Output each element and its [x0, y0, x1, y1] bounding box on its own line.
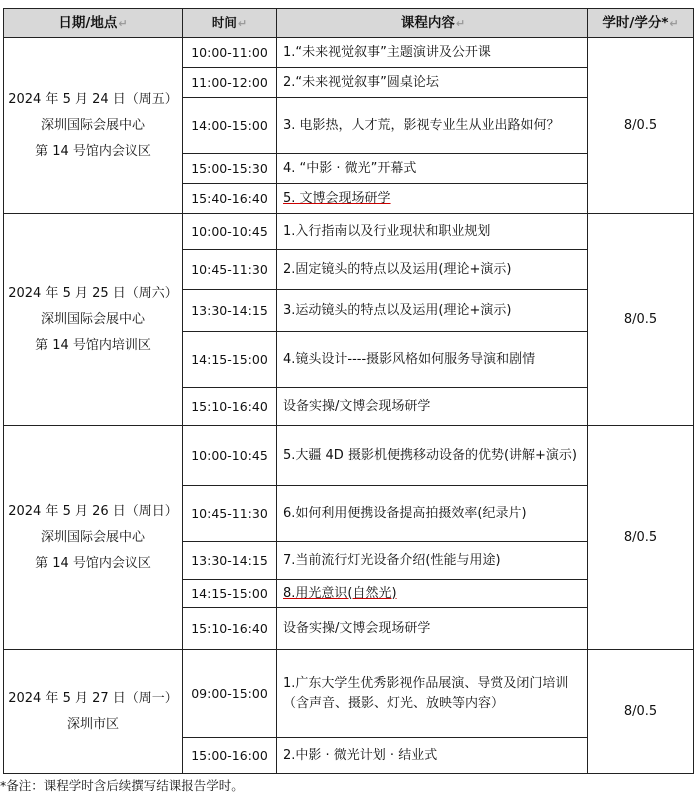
date-cell	[4, 426, 183, 650]
header-credit: 学时/学分*↵	[588, 9, 694, 38]
credit-cell: 8/0.5	[588, 650, 694, 774]
course-cell: 2.“未来视觉叙事”圆桌论坛	[277, 68, 588, 98]
date-text: 2024 年 5 月 24 日（周五）	[8, 91, 178, 107]
footnote: *备注：课程学时含后续撰写结课报告学时。	[0, 778, 244, 793]
time-cell: 15:10-16:40	[183, 388, 277, 426]
course-cell: 设备实操/文博会现场研学	[277, 608, 588, 650]
time-cell: 13:30-14:15	[183, 542, 277, 580]
course-cell: 1.“未来视觉叙事”主题演讲及公开课	[277, 38, 588, 68]
time-cell: 15:00-15:30	[183, 154, 277, 184]
date-cell	[4, 650, 183, 774]
credit-cell: 8/0.5	[588, 38, 694, 214]
room-text: 第 14 号馆内培训区	[35, 337, 151, 353]
venue-text: 深圳国际会展中心	[40, 117, 145, 133]
time-cell: 10:00-10:45	[183, 214, 277, 250]
header-row	[4, 9, 694, 38]
time-cell: 14:15-15:00	[183, 580, 277, 608]
course-cell: 7.当前流行灯光设备介绍(性能与用途)	[277, 542, 588, 580]
date-cell	[4, 38, 183, 214]
course-cell: 2.固定镜头的特点以及运用(理论+演示)	[277, 250, 588, 290]
header-time: 时间↵	[183, 9, 277, 38]
table-row	[4, 214, 694, 250]
course-cell: 4. “中影 · 微光”开幕式	[277, 154, 588, 184]
time-cell: 13:30-14:15	[183, 290, 277, 332]
venue-text: 深圳国际会展中心	[40, 529, 145, 545]
time-cell: 10:45-11:30	[183, 250, 277, 290]
course-cell: 设备实操/文博会现场研学	[277, 388, 588, 426]
room-text: 第 14 号馆内会议区	[35, 555, 151, 571]
time-cell: 14:15-15:00	[183, 332, 277, 388]
date-cell	[4, 214, 183, 426]
schedule-table	[3, 8, 694, 774]
venue-text: 深圳市区	[66, 716, 119, 732]
course-cell: 6.如何利用便携设备提高拍摄效率(纪录片)	[277, 486, 588, 542]
course-cell: 8.用光意识(自然光)	[277, 580, 588, 608]
time-cell: 11:00-12:00	[183, 68, 277, 98]
course-cell: 2.中影 · 微光计划 · 结业式	[277, 738, 588, 774]
header-course: 课程内容↵	[277, 9, 588, 38]
course-cell: 1.广东大学生优秀影视作品展演、导赏及闭门培训（含声音、摄影、灯光、放映等内容）	[277, 650, 588, 738]
time-cell: 15:40-16:40	[183, 184, 277, 214]
time-cell: 14:00-15:00	[183, 98, 277, 154]
table-row	[4, 38, 694, 68]
course-cell: 3.运动镜头的特点以及运用(理论+演示)	[277, 290, 588, 332]
date-text: 2024 年 5 月 25 日（周六）	[8, 285, 178, 301]
room-text: 第 14 号馆内会议区	[35, 143, 151, 159]
credit-cell: 8/0.5	[588, 214, 694, 426]
date-text: 2024 年 5 月 27 日（周一）	[8, 690, 178, 706]
course-cell: 5.大疆 4D 摄影机便携移动设备的优势(讲解+演示)	[277, 426, 588, 486]
date-text: 2024 年 5 月 26 日（周日）	[8, 503, 178, 519]
course-cell: 3. 电影热，人才荒，影视专业生从业出路如何？	[277, 98, 588, 154]
table-row	[4, 426, 694, 486]
time-cell: 10:45-11:30	[183, 486, 277, 542]
venue-text: 深圳国际会展中心	[40, 311, 145, 327]
course-cell: 5. 文博会现场研学	[277, 184, 588, 214]
time-cell: 15:10-16:40	[183, 608, 277, 650]
course-cell: 1.入行指南以及行业现状和职业规划	[277, 214, 588, 250]
table-row	[4, 650, 694, 738]
header-date-place: 日期/地点↵	[4, 9, 183, 38]
time-cell: 09:00-15:00	[183, 650, 277, 738]
time-cell: 10:00-11:00	[183, 38, 277, 68]
time-cell: 15:00-16:00	[183, 738, 277, 774]
course-cell: 4.镜头设计----摄影风格如何服务导演和剧情	[277, 332, 588, 388]
time-cell: 10:00-10:45	[183, 426, 277, 486]
credit-cell: 8/0.5	[588, 426, 694, 650]
